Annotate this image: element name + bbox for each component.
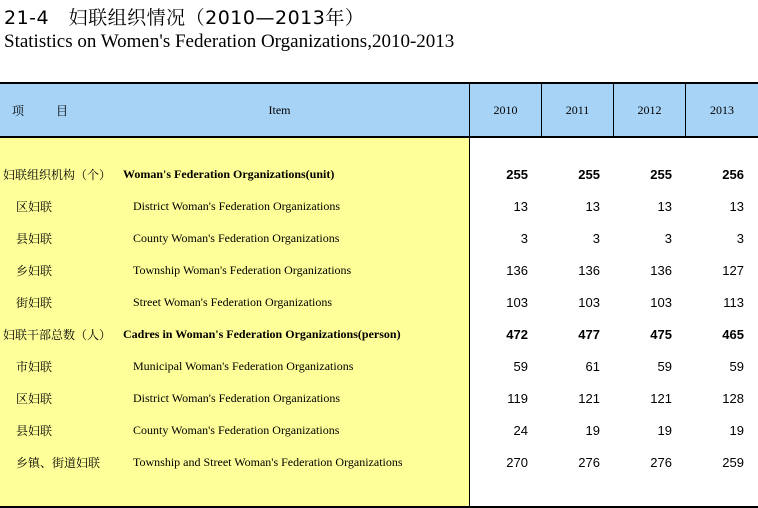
value-cell: 113 xyxy=(723,294,744,310)
value-cell: 3 xyxy=(664,230,672,246)
header-year-2013: 2013 xyxy=(710,102,734,117)
row-label-en: Municipal Woman's Federation Organizations xyxy=(133,358,354,373)
value-cell: 136 xyxy=(506,262,528,278)
table-row-label xyxy=(0,446,469,478)
table-row-values xyxy=(470,446,758,478)
value-cell: 103 xyxy=(578,294,600,310)
value-cell: 121 xyxy=(650,390,672,406)
table-row-values xyxy=(470,158,758,190)
row-label-cn: 区妇联 xyxy=(16,391,53,406)
value-cell: 59 xyxy=(657,358,672,374)
table-row-values xyxy=(470,350,758,382)
header-year-2011: 2011 xyxy=(542,84,614,136)
row-label-cn: 县妇联 xyxy=(16,423,53,438)
row-label-en: Township Woman's Federation Organizations xyxy=(133,262,352,277)
table-row-label xyxy=(0,254,469,286)
table-row-label xyxy=(0,222,469,254)
value-cell: 3 xyxy=(736,230,744,246)
row-label-cn: 街妇联 xyxy=(16,295,53,310)
value-cell: 59 xyxy=(513,358,528,374)
page-title-en: Statistics on Women's Federation Organizations,2010-2013 xyxy=(4,31,455,52)
item-column xyxy=(0,138,470,506)
table-row-values xyxy=(470,254,758,286)
value-cell: 127 xyxy=(722,262,744,278)
value-cell: 475 xyxy=(650,326,672,342)
value-cell: 103 xyxy=(506,294,528,310)
table-row-values xyxy=(470,382,758,414)
value-cell: 121 xyxy=(578,390,600,406)
value-cell: 472 xyxy=(506,326,528,342)
row-label-cn: 妇联干部总数（人） xyxy=(3,327,112,342)
value-cell: 13 xyxy=(729,198,744,214)
table-row-label xyxy=(0,414,469,446)
value-cell: 61 xyxy=(585,358,600,374)
value-cell: 119 xyxy=(507,390,528,406)
value-cell: 255 xyxy=(650,166,672,182)
value-cell: 276 xyxy=(578,454,600,470)
table-row-values xyxy=(470,318,758,350)
row-label-cn: 市妇联 xyxy=(16,359,53,374)
row-label-en: Township and Street Woman's Federation Organizations xyxy=(133,454,403,469)
value-cell: 59 xyxy=(729,358,744,374)
value-cell: 477 xyxy=(578,326,600,342)
statistics-table xyxy=(0,82,758,508)
value-cell: 13 xyxy=(657,198,672,214)
value-cell: 256 xyxy=(722,166,744,182)
row-label-en: Cadres in Woman's Federation Organizations(person) xyxy=(123,326,401,341)
table-row-label xyxy=(0,190,469,222)
row-label-en: Woman's Federation Organizations(unit) xyxy=(123,166,335,181)
page-title-cn: 21-4 妇联组织情况（2010—2013年） xyxy=(4,7,365,29)
value-cell: 255 xyxy=(578,166,600,182)
header-item-cn: 项 目 xyxy=(11,103,78,118)
row-label-en: District Woman's Federation Organizations xyxy=(133,198,341,213)
table-row-values xyxy=(470,414,758,446)
value-cell: 3 xyxy=(592,230,600,246)
value-cell: 103 xyxy=(650,294,672,310)
table-header xyxy=(0,82,758,138)
value-cell: 19 xyxy=(729,422,744,438)
value-cell: 19 xyxy=(585,422,600,438)
row-label-cn: 区妇联 xyxy=(16,199,53,214)
table-body xyxy=(0,138,758,508)
row-label-en: District Woman's Federation Organizations xyxy=(133,390,341,405)
table-row-values xyxy=(470,286,758,318)
row-label-cn: 妇联组织机构（个） xyxy=(3,167,112,182)
value-cell: 270 xyxy=(506,454,528,470)
table-row-label xyxy=(0,350,469,382)
value-cell: 136 xyxy=(578,262,600,278)
row-label-cn: 乡镇、街道妇联 xyxy=(16,455,101,470)
table-row-values xyxy=(470,190,758,222)
value-cell: 259 xyxy=(722,454,744,470)
table-row-values xyxy=(470,222,758,254)
table-row-label xyxy=(0,158,469,190)
value-cell: 13 xyxy=(585,198,600,214)
row-label-en: County Woman's Federation Organizations xyxy=(133,422,340,437)
table-row-label xyxy=(0,318,469,350)
header-year-2010: 2010 xyxy=(470,84,542,136)
value-cell: 465 xyxy=(722,326,744,342)
row-label-cn: 县妇联 xyxy=(16,231,53,246)
value-cell: 255 xyxy=(506,166,528,182)
value-cell: 276 xyxy=(650,454,672,470)
value-cell: 3 xyxy=(520,230,528,246)
value-cell: 128 xyxy=(722,390,744,406)
table-row-label xyxy=(0,286,469,318)
header-item-en: Item xyxy=(90,84,470,136)
row-label-en: Street Woman's Federation Organizations xyxy=(133,294,333,309)
value-cell: 24 xyxy=(513,422,528,438)
row-label-en: County Woman's Federation Organizations xyxy=(133,230,340,245)
value-cell: 13 xyxy=(513,198,528,214)
row-label-cn: 乡妇联 xyxy=(16,263,53,278)
table-row-label xyxy=(0,382,469,414)
value-columns xyxy=(470,138,758,506)
header-year-2012: 2012 xyxy=(614,84,686,136)
value-cell: 19 xyxy=(657,422,672,438)
value-cell: 136 xyxy=(650,262,672,278)
